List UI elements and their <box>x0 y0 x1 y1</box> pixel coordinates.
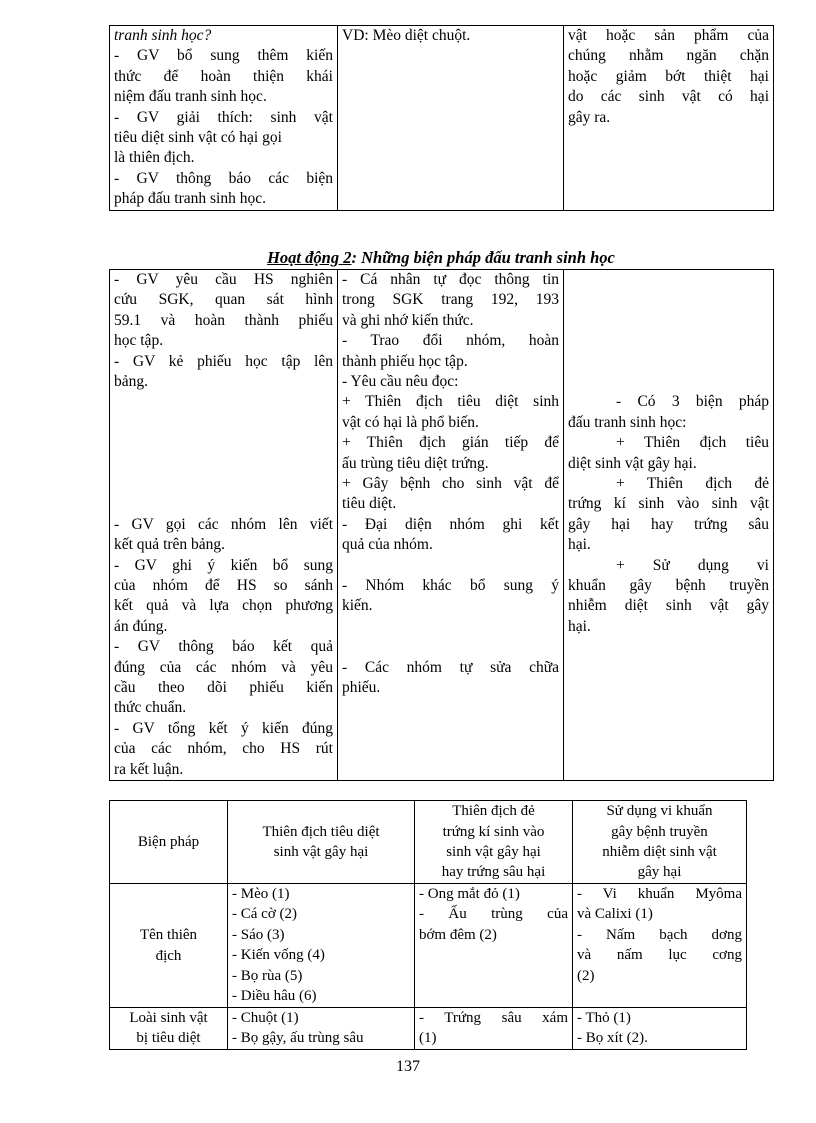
header-cell-predator <box>228 801 415 884</box>
text-line: + Thiên địch tiêu diệt sinh <box>342 393 559 411</box>
text-line: + Thiên địch gián tiếp để <box>342 434 559 452</box>
text-line: niệm đấu tranh sinh học. <box>114 88 267 106</box>
blank-line <box>342 556 559 576</box>
student-activity-cell <box>338 26 564 211</box>
text-line: - GV thông báo kết quả <box>114 638 333 656</box>
row-label-enemy-names <box>110 884 228 1008</box>
table-row <box>110 1008 747 1050</box>
text-line: - GV gọi các nhóm lên viết <box>114 515 333 533</box>
text-line: chúng nhằm ngăn chặn <box>568 47 769 65</box>
text-line: (1) <box>419 1030 437 1047</box>
table-cell <box>573 884 747 1008</box>
text-line: tiêu diệt sinh vật có hại gọi <box>114 129 282 147</box>
text-line: - Nấm bạch dơng <box>577 926 742 943</box>
text-line: kết quả trên bảng. <box>114 536 226 554</box>
text-line: tiêu diệt. <box>342 495 397 513</box>
header-cell-parasitoid <box>415 801 573 884</box>
text-line: kết quả và lựa chọn phương <box>114 597 333 615</box>
text-line: và nấm lục cơng <box>577 947 742 964</box>
text-line: - Cá nhân tự đọc thông tin <box>342 271 559 288</box>
text-line: của các nhóm, cho HS rút <box>114 740 333 758</box>
table-cell <box>228 1008 415 1050</box>
text-line: là thiên địch. <box>114 149 195 167</box>
table-cell <box>573 1008 747 1050</box>
row-label-killed-species <box>110 1008 228 1050</box>
text-line: vật hoặc sản phẩm của <box>568 27 769 44</box>
text-line: sinh vật gây hại <box>446 844 541 860</box>
text-line: - Có 3 biện pháp <box>616 393 769 411</box>
text-line: - Trứng sâu xám <box>419 1010 568 1026</box>
text-line: gây ra. <box>568 108 611 126</box>
text-line: đúng của các nhóm và yêu <box>114 658 333 676</box>
activity-table-continued <box>109 25 774 211</box>
text-line: pháp đấu tranh sinh học. <box>114 190 266 208</box>
text-line: cứu SGK, quan sát hình <box>114 291 333 309</box>
text-line: nhiễm diệt sinh vật gây <box>568 597 769 615</box>
text-line: và Calixi (1) <box>577 906 653 923</box>
text-line: trứng kí sinh vào sinh vật <box>568 495 769 513</box>
teacher-activity-cell <box>110 26 338 211</box>
text-line: (2) <box>577 967 595 984</box>
text-line: - GV ghi ý kiến bổ sung <box>114 556 333 574</box>
text-line: - Đại diện nhóm ghi kết <box>342 515 559 533</box>
header-cell-method <box>110 801 228 884</box>
text-line: - Chuột (1) <box>232 1010 299 1026</box>
content-cell <box>564 26 774 211</box>
text-line: - Diều hâu (6) <box>232 988 317 1005</box>
text-line: Loài sinh vật <box>129 1010 208 1026</box>
text-line: phiếu. <box>342 679 381 697</box>
text-line: - Các nhóm tự sửa chữa <box>342 658 559 676</box>
text-line: thành phiếu học tập. <box>342 352 468 370</box>
text-line: gây hại <box>637 864 682 881</box>
text-line: Thiên địch tiêu diệt <box>262 823 380 840</box>
blank-line <box>114 413 333 433</box>
text-line: bớm đêm (2) <box>419 926 497 943</box>
blank-line <box>568 290 769 310</box>
activity-label: Hoạt động 2 <box>267 248 352 267</box>
student-activity-cell <box>338 270 564 781</box>
text-line: quả của nhóm. <box>342 536 433 554</box>
text-line: thức để hoàn thiện khái <box>114 67 333 85</box>
text-line: - Ong mắt đỏ (1) <box>419 886 520 902</box>
table-row <box>110 270 774 781</box>
text-line: + Gây bệnh cho sinh vật để <box>342 475 559 493</box>
text-line: tranh sinh học? <box>114 27 212 44</box>
table-cell <box>415 884 573 1008</box>
text-line: - GV thông báo các biện <box>114 169 333 187</box>
text-line: + Sử dụng vi <box>616 556 769 574</box>
text-line: - GV giải thích: sinh vật <box>114 108 333 126</box>
teacher-activity-cell <box>110 270 338 781</box>
text-line: đấu tranh sinh học: <box>568 413 687 431</box>
text-line: - GV tổng kết ý kiến đúng <box>114 719 333 737</box>
table-cell <box>228 884 415 1008</box>
header-cell-pathogen <box>573 801 747 884</box>
text-line: án đúng. <box>114 617 168 635</box>
blank-line <box>568 311 769 331</box>
blank-line <box>568 372 769 392</box>
blank-line <box>114 494 333 514</box>
table-cell <box>415 1008 573 1050</box>
text-line: của nhóm để HS so sánh <box>114 577 333 594</box>
text-line: VD: Mèo diệt chuột. <box>342 27 471 44</box>
text-line: khuẩn gây bệnh truyền <box>568 577 769 594</box>
text-line: - GV kẻ phiếu học tập lên <box>114 352 333 370</box>
page-number: 137 <box>396 1058 420 1075</box>
text-line: học tập. <box>114 332 164 350</box>
text-line: + Thiên địch đẻ <box>616 474 769 492</box>
content-cell <box>564 270 774 781</box>
text-line: địch <box>155 947 182 964</box>
text-line: Tên thiên <box>139 927 198 944</box>
blank-line <box>568 352 769 372</box>
text-line: hoặc giảm bớt thiệt hại <box>568 67 769 85</box>
text-line: - GV bổ sung thêm kiến <box>114 47 333 65</box>
text-line: 59.1 và hoàn thành phiếu <box>114 311 333 329</box>
text-line: bảng. <box>114 373 149 391</box>
text-line: nhiễm diệt sinh vật <box>602 844 717 860</box>
text-line: hay trứng sâu hại <box>441 864 546 881</box>
text-line: gây hại hay trứng sâu <box>568 515 769 533</box>
text-line: do các sinh vật có hại <box>568 88 769 106</box>
text-line: ấu trùng tiêu diệt trứng. <box>342 454 489 472</box>
text-line: - Mèo (1) <box>232 886 290 902</box>
text-line: + Thiên địch tiêu <box>616 434 769 452</box>
text-line: Biện pháp <box>137 833 200 850</box>
text-line: sinh vật gây hại <box>273 844 369 860</box>
blank-line <box>114 433 333 453</box>
activity-title: : Những biện pháp đấu tranh sinh học <box>351 248 615 267</box>
text-line: - Thỏ (1) <box>577 1010 631 1026</box>
text-line: - Bọ gậy, ấu trùng sâu <box>232 1030 364 1047</box>
text-line: kiến. <box>342 597 373 615</box>
text-line: - Trao đổi nhóm, hoàn <box>342 332 559 350</box>
text-line: ra kết luận. <box>114 760 184 778</box>
blank-line <box>568 331 769 351</box>
text-line: - Nhóm khác bổ sung ý <box>342 577 559 595</box>
text-line: bị tiêu diệt <box>136 1030 201 1047</box>
text-line: và ghi nhớ kiến thức. <box>342 311 474 329</box>
text-line: - Bọ rùa (5) <box>232 967 303 984</box>
text-line: - GV yêu cầu HS nghiên <box>114 271 333 288</box>
table-row <box>110 26 774 211</box>
text-line: hại. <box>568 536 591 554</box>
text-line: cầu theo dõi phiếu kiến <box>114 679 333 697</box>
text-line: trong SGK trang 192, 193 <box>342 291 559 309</box>
text-line: - Sáo (3) <box>232 926 285 943</box>
activity-2-table <box>109 269 774 781</box>
blank-line <box>342 617 559 637</box>
blank-line <box>342 637 559 657</box>
blank-line <box>114 474 333 494</box>
blank-line <box>568 270 769 290</box>
activity-2-heading <box>109 248 773 268</box>
table-header-row <box>110 801 747 884</box>
text-line: diệt sinh vật gây hại. <box>568 454 697 472</box>
text-line: - Kiến vống (4) <box>232 947 325 964</box>
text-line: hại. <box>568 617 591 635</box>
table-row <box>110 884 747 1008</box>
text-line: gây bệnh truyền <box>611 823 708 840</box>
blank-line <box>114 392 333 412</box>
text-line: - Bọ xít (2). <box>577 1030 648 1047</box>
text-line: - Cá cờ (2) <box>232 906 297 923</box>
text-line: - Yêu cầu nêu đọc: <box>342 373 459 391</box>
text-line: - Vi khuẩn Myôma <box>577 886 742 902</box>
text-line: - Ấu trùng của <box>419 906 568 923</box>
text-line: vật có hại là phổ biến. <box>342 413 479 431</box>
biological-control-table <box>109 800 747 1050</box>
text-line: thức chuẩn. <box>114 699 187 717</box>
text-line: trứng kí sinh vào <box>442 823 545 840</box>
text-line: Thiên địch đẻ <box>452 803 535 820</box>
text-line: Sử dụng vi khuẩn <box>606 803 713 820</box>
blank-line <box>114 454 333 474</box>
